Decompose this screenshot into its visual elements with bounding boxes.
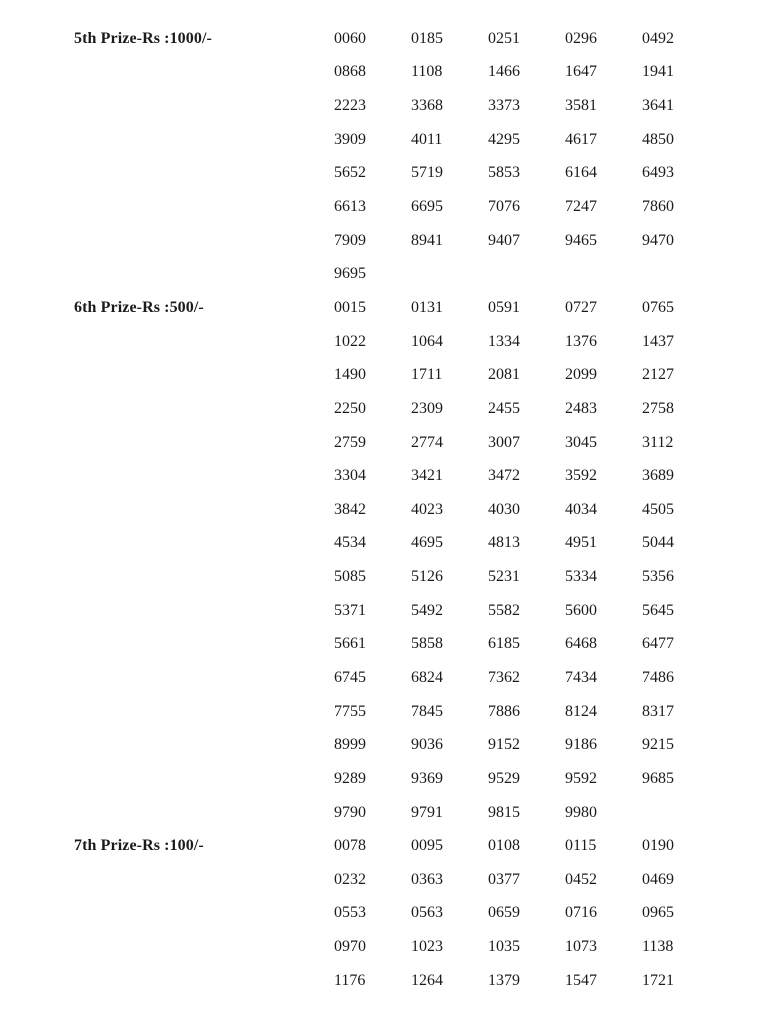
prize-tier-label: 7th Prize-Rs :100/- <box>74 837 204 855</box>
winning-number: 4295 <box>488 130 520 148</box>
result-row <box>74 829 759 863</box>
winning-number: 6695 <box>411 198 443 216</box>
winning-number: 2127 <box>642 366 674 384</box>
winning-number: 4951 <box>565 534 597 552</box>
winning-number: 1035 <box>488 938 520 956</box>
winning-number: 1264 <box>411 971 443 989</box>
winning-number: 0251 <box>488 29 520 47</box>
winning-number: 6477 <box>642 635 674 653</box>
winning-number: 7247 <box>565 198 597 216</box>
result-row <box>74 796 759 830</box>
winning-number: 4034 <box>565 500 597 518</box>
winning-number: 9186 <box>565 736 597 754</box>
winning-number: 9815 <box>488 803 520 821</box>
winning-number: 0115 <box>565 837 597 855</box>
winning-number: 2309 <box>411 399 443 417</box>
winning-number: 7909 <box>334 231 366 249</box>
result-row <box>74 493 759 527</box>
result-row <box>74 459 759 493</box>
winning-number: 1023 <box>411 938 443 956</box>
result-row <box>74 56 759 90</box>
winning-number: 9592 <box>565 769 597 787</box>
winning-number: 4617 <box>565 130 597 148</box>
winning-number: 5600 <box>565 601 597 619</box>
winning-number: 7886 <box>488 702 520 720</box>
winning-number: 7076 <box>488 198 520 216</box>
winning-number: 9036 <box>411 736 443 754</box>
winning-number: 4030 <box>488 500 520 518</box>
winning-number: 9369 <box>411 769 443 787</box>
winning-number: 0377 <box>488 870 520 888</box>
winning-number: 3045 <box>565 433 597 451</box>
prize-tier-label: 5th Prize-Rs :1000/- <box>74 29 212 47</box>
winning-number: 9289 <box>334 769 366 787</box>
winning-number: 5645 <box>642 601 674 619</box>
winning-number: 0469 <box>642 870 674 888</box>
winning-number: 3373 <box>488 97 520 115</box>
winning-number: 4534 <box>334 534 366 552</box>
winning-number: 9790 <box>334 803 366 821</box>
winning-number: 2081 <box>488 366 520 384</box>
winning-number: 4813 <box>488 534 520 552</box>
result-row <box>74 863 759 897</box>
winning-number: 5492 <box>411 601 443 619</box>
winning-number: 9470 <box>642 231 674 249</box>
winning-number: 0015 <box>334 298 366 316</box>
winning-number: 3689 <box>642 467 674 485</box>
winning-number: 1941 <box>642 63 674 81</box>
winning-number: 3592 <box>565 467 597 485</box>
winning-number: 1022 <box>334 332 366 350</box>
winning-number: 0108 <box>488 837 520 855</box>
winning-number: 0659 <box>488 904 520 922</box>
winning-number: 0970 <box>334 938 366 956</box>
winning-number: 4011 <box>411 130 443 148</box>
result-row <box>74 157 759 191</box>
winning-number: 0868 <box>334 63 366 81</box>
result-row <box>74 325 759 359</box>
result-row <box>74 22 759 56</box>
winning-number: 5334 <box>565 568 597 586</box>
winning-number: 5085 <box>334 568 366 586</box>
result-row <box>74 224 759 258</box>
winning-number: 5126 <box>411 568 443 586</box>
result-row <box>74 89 759 123</box>
winning-number: 1108 <box>411 63 443 81</box>
winning-number: 2759 <box>334 433 366 451</box>
winning-number: 1647 <box>565 63 597 81</box>
winning-number: 1073 <box>565 938 597 956</box>
result-row <box>74 560 759 594</box>
winning-number: 6613 <box>334 198 366 216</box>
winning-number: 2455 <box>488 399 520 417</box>
result-row <box>74 358 759 392</box>
winning-number: 9685 <box>642 769 674 787</box>
prize-tier-label: 6th Prize-Rs :500/- <box>74 298 204 316</box>
winning-number: 3421 <box>411 467 443 485</box>
winning-number: 6164 <box>565 164 597 182</box>
winning-number: 0563 <box>411 904 443 922</box>
winning-number: 5371 <box>334 601 366 619</box>
winning-number: 2483 <box>565 399 597 417</box>
winning-number: 3641 <box>642 97 674 115</box>
winning-number: 8317 <box>642 702 674 720</box>
winning-number: 1466 <box>488 63 520 81</box>
winning-number: 2774 <box>411 433 443 451</box>
result-row <box>74 695 759 729</box>
winning-number: 6824 <box>411 668 443 686</box>
winning-number: 3304 <box>334 467 366 485</box>
winning-number: 8941 <box>411 231 443 249</box>
winning-number: 4695 <box>411 534 443 552</box>
winning-number: 7362 <box>488 668 520 686</box>
winning-number: 3472 <box>488 467 520 485</box>
winning-number: 0078 <box>334 837 366 855</box>
winning-number: 7434 <box>565 668 597 686</box>
winning-number: 9529 <box>488 769 520 787</box>
winning-number: 0232 <box>334 870 366 888</box>
winning-number: 9695 <box>334 265 366 283</box>
winning-number: 3368 <box>411 97 443 115</box>
winning-number: 2758 <box>642 399 674 417</box>
result-row <box>74 930 759 964</box>
winning-number: 0716 <box>565 904 597 922</box>
winning-number: 0492 <box>642 29 674 47</box>
winning-number: 3581 <box>565 97 597 115</box>
winning-number: 3842 <box>334 500 366 518</box>
winning-number: 1711 <box>411 366 443 384</box>
winning-number: 4505 <box>642 500 674 518</box>
winning-number: 1334 <box>488 332 520 350</box>
winning-number: 9791 <box>411 803 443 821</box>
winning-number: 3112 <box>642 433 674 451</box>
winning-number: 5044 <box>642 534 674 552</box>
winning-number: 1376 <box>565 332 597 350</box>
winning-number: 3909 <box>334 130 366 148</box>
result-row <box>74 291 759 325</box>
winning-number: 9215 <box>642 736 674 754</box>
result-row <box>74 594 759 628</box>
result-row <box>74 527 759 561</box>
winning-number: 2250 <box>334 399 366 417</box>
winning-number: 0185 <box>411 29 443 47</box>
result-row <box>74 897 759 931</box>
winning-number: 0131 <box>411 298 443 316</box>
winning-number: 4850 <box>642 130 674 148</box>
winning-number: 5231 <box>488 568 520 586</box>
winning-number: 1379 <box>488 971 520 989</box>
result-row <box>74 123 759 157</box>
winning-number: 6185 <box>488 635 520 653</box>
winning-number: 2099 <box>565 366 597 384</box>
winning-number: 7755 <box>334 702 366 720</box>
result-row <box>74 661 759 695</box>
winning-number: 3007 <box>488 433 520 451</box>
winning-number: 0296 <box>565 29 597 47</box>
winning-number: 5858 <box>411 635 443 653</box>
winning-number: 7486 <box>642 668 674 686</box>
winning-number: 4023 <box>411 500 443 518</box>
winning-number: 1490 <box>334 366 366 384</box>
winning-number: 5853 <box>488 164 520 182</box>
winning-number: 6493 <box>642 164 674 182</box>
result-row <box>74 762 759 796</box>
winning-number: 9407 <box>488 231 520 249</box>
winning-number: 7845 <box>411 702 443 720</box>
winning-number: 6745 <box>334 668 366 686</box>
winning-number: 0765 <box>642 298 674 316</box>
result-row <box>74 628 759 662</box>
winning-number: 7860 <box>642 198 674 216</box>
winning-number: 5356 <box>642 568 674 586</box>
winning-number: 8124 <box>565 702 597 720</box>
result-row <box>74 190 759 224</box>
winning-number: 0727 <box>565 298 597 316</box>
winning-number: 0591 <box>488 298 520 316</box>
winning-number: 5652 <box>334 164 366 182</box>
winning-number: 6468 <box>565 635 597 653</box>
winning-number: 0363 <box>411 870 443 888</box>
winning-number: 1721 <box>642 971 674 989</box>
winning-number: 1064 <box>411 332 443 350</box>
winning-number: 0965 <box>642 904 674 922</box>
winning-number: 0190 <box>642 837 674 855</box>
winning-number: 9980 <box>565 803 597 821</box>
winning-number: 1437 <box>642 332 674 350</box>
winning-number: 5582 <box>488 601 520 619</box>
winning-number: 0095 <box>411 837 443 855</box>
winning-number: 2223 <box>334 97 366 115</box>
result-row <box>74 426 759 460</box>
winning-number: 9465 <box>565 231 597 249</box>
result-row <box>74 392 759 426</box>
winning-number: 1547 <box>565 971 597 989</box>
winning-number: 5661 <box>334 635 366 653</box>
winning-number: 8999 <box>334 736 366 754</box>
winning-number: 0553 <box>334 904 366 922</box>
winning-number: 0452 <box>565 870 597 888</box>
winning-number: 1176 <box>334 971 366 989</box>
winning-number: 9152 <box>488 736 520 754</box>
winning-number: 5719 <box>411 164 443 182</box>
result-row <box>74 728 759 762</box>
winning-number: 1138 <box>642 938 674 956</box>
winning-number: 0060 <box>334 29 366 47</box>
result-row <box>74 964 759 998</box>
result-row <box>74 257 759 291</box>
